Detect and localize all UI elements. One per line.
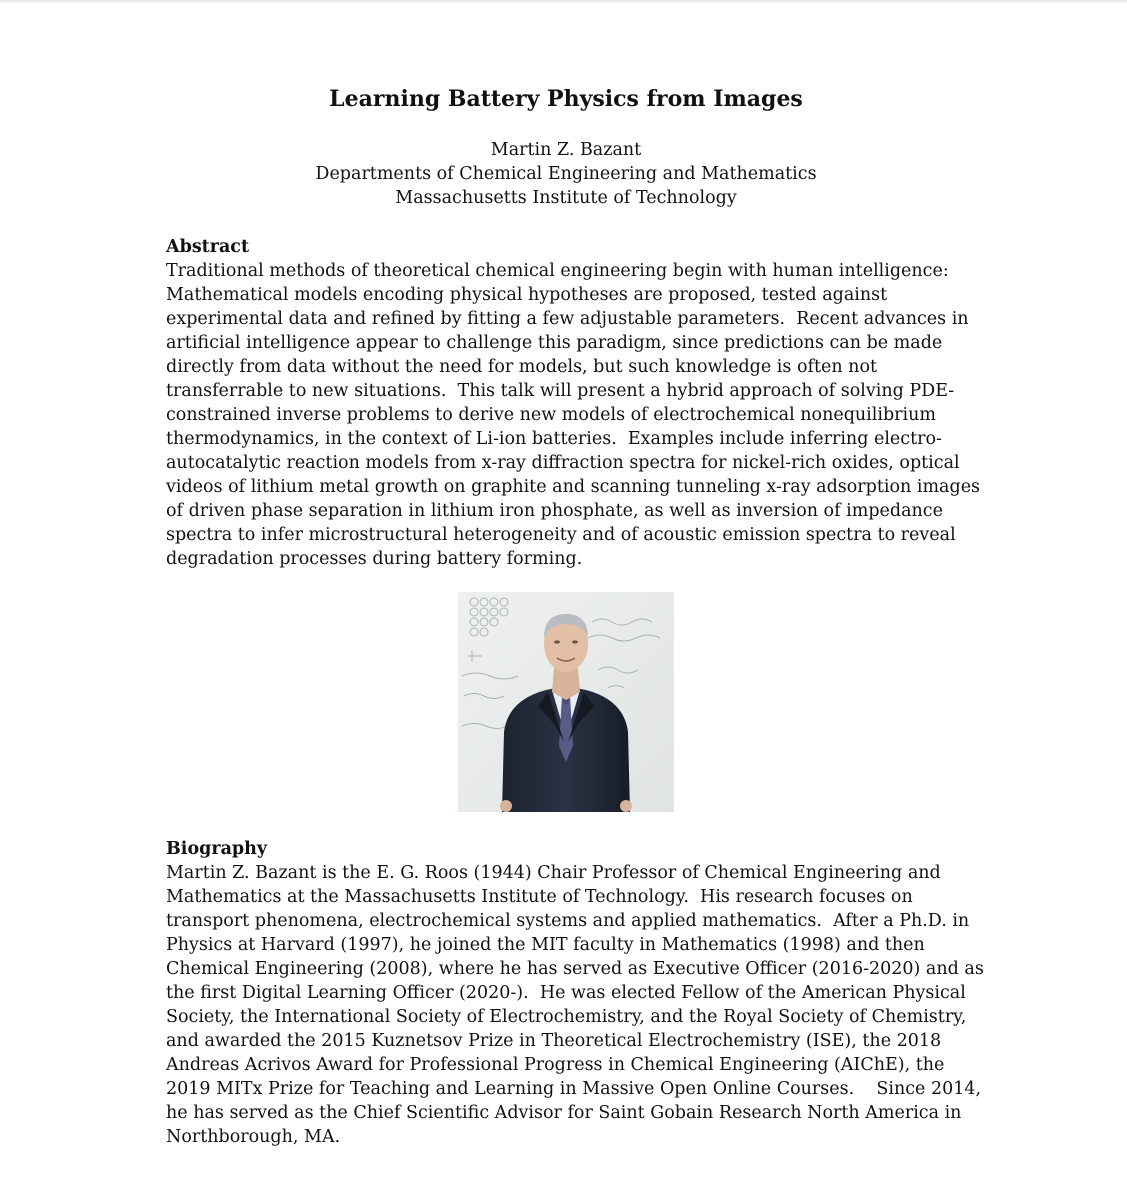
abstract-line: artificial intelligence appear to challenge this paradigm, since predictions can be made <box>166 333 943 353</box>
abstract-line: experimental data and refined by fitting a few adjustable parameters. Recent advances in <box>166 309 969 329</box>
abstract-line: transferrable to new situations. This talk will present a hybrid approach of solving PDE- <box>166 381 955 401</box>
biography-line: Northborough, MA. <box>166 1127 341 1147</box>
biography-section <box>166 837 986 1149</box>
abstract-section <box>166 235 986 571</box>
abstract-line: thermodynamics, in the context of Li-ion batteries. Examples include inferring electro- <box>166 429 942 449</box>
biography-line: Chemical Engineering (2008), where he has served as Executive Officer (2016-2020) and as <box>166 959 984 979</box>
author-block <box>166 138 966 210</box>
abstract-line: degradation processes during battery forming. <box>166 549 583 569</box>
biography-line: Society, the International Society of Electrochemistry, and the Royal Society of Chemistry, <box>166 1007 967 1027</box>
abstract-line: directly from data without the need for models, but such knowledge is often not <box>166 357 878 377</box>
author-name: Martin Z. Bazant <box>490 140 642 161</box>
abstract-line: videos of lithium metal growth on graphite and scanning tunneling x-ray adsorption images <box>166 477 981 497</box>
biography-line: Martin Z. Bazant is the E. G. Roos (1944) Chair Professor of Chemical Engineering and <box>166 863 941 883</box>
author-department: Departments of Chemical Engineering and Mathematics <box>315 164 817 185</box>
biography-line: Mathematics at the Massachusetts Institute of Technology. His research focuses on <box>166 887 913 907</box>
document-title: Learning Battery Physics from Images <box>329 86 803 112</box>
biography-line: Andreas Acrivos Award for Professional Progress in Chemical Engineering (AIChE), the <box>166 1055 945 1075</box>
portrait-photo <box>458 592 674 812</box>
abstract-body <box>166 259 986 571</box>
page-top-shadow <box>0 0 1127 4</box>
abstract-line: autocatalytic reaction models from x-ray diffraction spectra for nickel-rich oxides, optical <box>166 453 960 473</box>
abstract-line: of driven phase separation in lithium iron phosphate, as well as inversion of impedance <box>166 501 943 521</box>
author-institution: Massachusetts Institute of Technology <box>395 188 737 209</box>
biography-line: Physics at Harvard (1997), he joined the MIT faculty in Mathematics (1998) and then <box>166 935 925 955</box>
biography-body <box>166 861 986 1149</box>
biography-line: he has served as the Chief Scientific Advisor for Saint Gobain Research North America in <box>166 1103 962 1123</box>
biography-line: and awarded the 2015 Kuznetsov Prize in Theoretical Electrochemistry (ISE), the 2018 <box>166 1031 942 1051</box>
abstract-line: Mathematical models encoding physical hypotheses are proposed, tested against <box>166 285 888 305</box>
biography-heading: Biography <box>166 839 268 859</box>
abstract-line: Traditional methods of theoretical chemical engineering begin with human intelligence: <box>166 261 949 281</box>
portrait-photo-icon <box>458 592 674 812</box>
biography-line: 2019 MITx Prize for Teaching and Learning in Massive Open Online Courses. Since 2014, <box>166 1079 982 1099</box>
abstract-heading: Abstract <box>166 237 250 257</box>
document-header <box>166 86 966 236</box>
abstract-line: spectra to infer microstructural heterogeneity and of acoustic emission spectra to reveal <box>166 525 956 545</box>
abstract-line: constrained inverse problems to derive new models of electrochemical nonequilibrium <box>166 405 936 425</box>
biography-line: the first Digital Learning Officer (2020-). He was elected Fellow of the American Physical <box>166 983 966 1003</box>
biography-line: transport phenomena, electrochemical systems and applied mathematics. After a Ph.D. in <box>166 911 970 931</box>
